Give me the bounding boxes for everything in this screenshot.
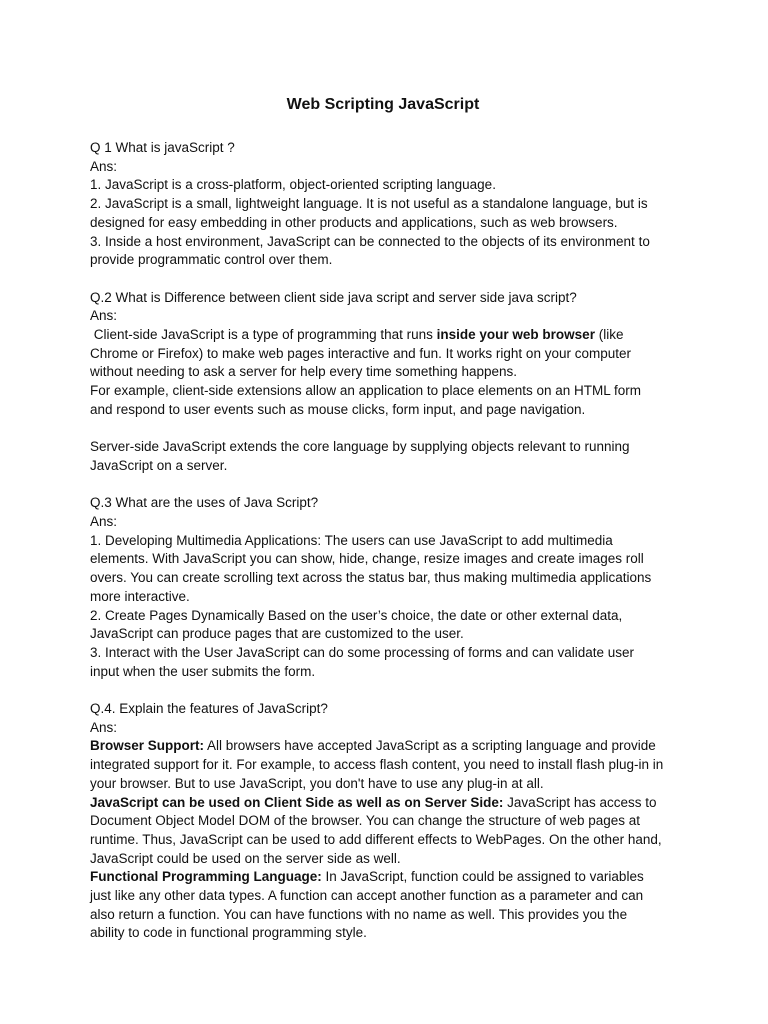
- answer-line: provide programmatic control over them.: [90, 252, 333, 268]
- answer-line: overs. You can create scrolling text across the status bar, thus making multimedia applications: [90, 570, 652, 586]
- answer-line: 2. Create Pages Dynamically Based on the user’s choice, the date or other external data,: [90, 607, 623, 623]
- feature-heading: Functional Programming Language:: [90, 869, 322, 885]
- spacer: [90, 681, 676, 700]
- answer-line: Document Object Model DOM of the browser. You can change the structure of web pages at: [90, 813, 641, 829]
- answer-line: JavaScript can produce pages that are customized to the user.: [90, 626, 464, 642]
- answer-line: also return a function. You can have functions with no name as well. This provides you the: [90, 906, 628, 922]
- feature-heading: Browser Support:: [90, 738, 205, 754]
- text-run: In JavaScript, function could be assigned to variables: [321, 869, 644, 885]
- answer-line: 1. Developing Multimedia Applications: The users can use JavaScript to add multimedia: [90, 532, 613, 548]
- spacer: [90, 476, 676, 495]
- answer-label: Ans:: [90, 719, 118, 735]
- question-3: Q.3 What are the uses of Java Script?: [90, 495, 319, 511]
- question-4: Q.4. Explain the features of JavaScript?: [90, 701, 328, 717]
- text-run: Client-side JavaScript is a type of programming that runs: [90, 327, 437, 343]
- feature-heading: JavaScript can be used on Client Side as well as on Server Side:: [90, 794, 504, 810]
- answer-line: integrated support for it. For example, to access flash content, you need to install flash plug-in in: [90, 757, 664, 773]
- answer-line: [90, 326, 676, 345]
- document-title: Web Scripting JavaScript: [286, 96, 480, 113]
- answer-line: 3. Inside a host environment, JavaScript can be connected to the objects of its environment to: [90, 233, 650, 249]
- answer-line: Chrome or Firefox) to make web pages interactive and fun. It works right on your computer: [90, 345, 631, 361]
- question-1: Q 1 What is javaScript ?: [90, 140, 235, 155]
- answer-line: [90, 794, 676, 813]
- text-run: All browsers have accepted JavaScript as a scripting language and provide: [204, 738, 656, 754]
- answer-line: 3. Interact with the User JavaScript can do some processing of forms and can validate user: [90, 644, 635, 660]
- spacer: [90, 420, 676, 439]
- spacer: [90, 270, 676, 289]
- answer-line: just like any other data types. A function can accept another function as a parameter and can: [90, 888, 644, 904]
- answer-line: JavaScript could be used on the server side as well.: [90, 850, 401, 866]
- answer-line: 2. JavaScript is a small, lightweight language. It is not useful as a standalone language, but is: [90, 196, 648, 212]
- answer-line: 1. JavaScript is a cross-platform, object-oriented scripting language.: [90, 177, 496, 193]
- answer-line: For example, client-side extensions allow an application to place elements on an HTML form: [90, 383, 642, 399]
- answer-line: runtime. Thus, JavaScript can be used to add different effects to WebPages. On the other hand,: [90, 831, 662, 847]
- text-run: (like: [594, 327, 624, 343]
- answer-label: Ans:: [90, 158, 118, 174]
- answer-line: JavaScript on a server.: [90, 457, 228, 473]
- answer-line: elements. With JavaScript you can show, hide, change, resize images and create images roll: [90, 551, 644, 567]
- answer-label: Ans:: [90, 308, 118, 324]
- answer-line: Server-side JavaScript extends the core language by supplying objects relevant to running: [90, 439, 630, 455]
- document-body: [90, 139, 676, 943]
- answer-line: ability to code in functional programming style.: [90, 925, 367, 941]
- bold-phrase: inside your web browser: [436, 327, 595, 343]
- answer-line: designed for easy embedding in other products and applications, such as web browsers.: [90, 214, 618, 230]
- answer-line: [90, 868, 676, 887]
- answer-line: input when the user submits the form.: [90, 663, 316, 679]
- question-2: Q.2 What is Difference between client side java script and server side java script?: [90, 289, 577, 305]
- answer-label: Ans:: [90, 514, 118, 530]
- answer-line: your browser. But to use JavaScript, you don't have to use any plug-in at all.: [90, 775, 544, 791]
- answer-line: and respond to user events such as mouse clicks, form input, and page navigation.: [90, 401, 586, 417]
- text-run: JavaScript has access to: [503, 794, 657, 810]
- answer-line: more interactive.: [90, 588, 190, 604]
- answer-line: [90, 737, 676, 756]
- answer-line: without needing to ask a server for help every time something happens.: [90, 364, 517, 380]
